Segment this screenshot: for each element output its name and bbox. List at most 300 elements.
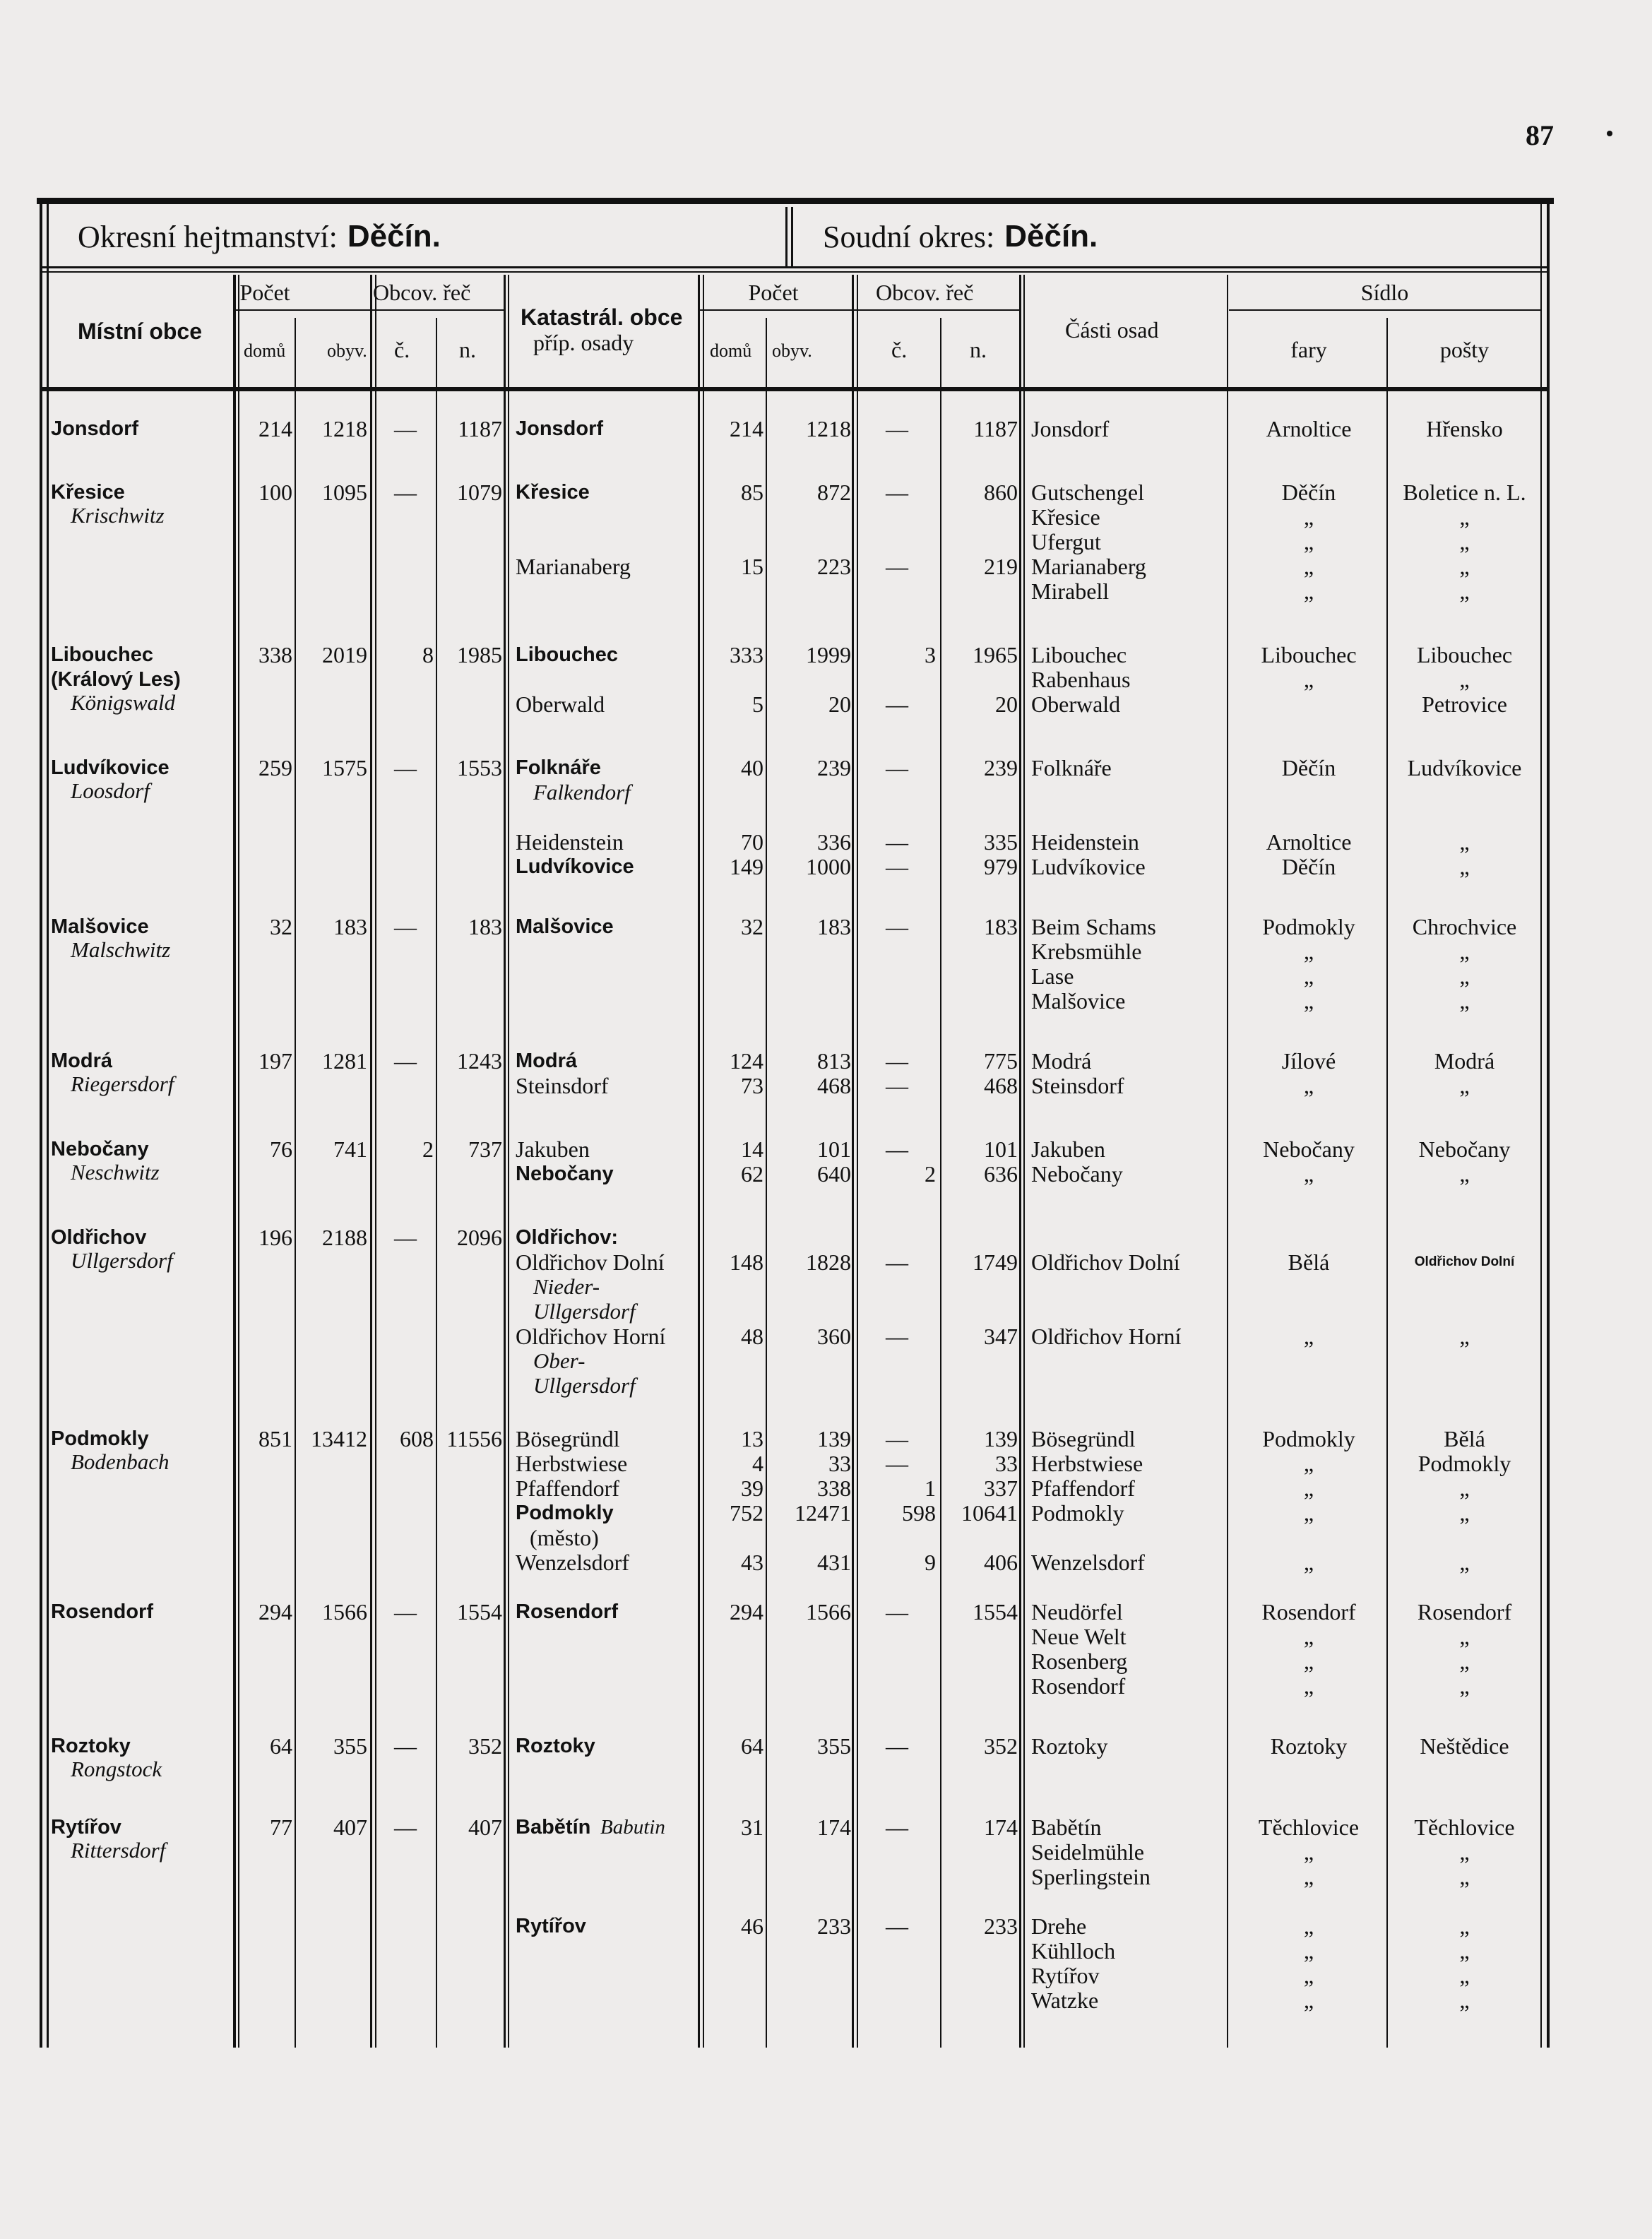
cast-osady: Libouchec [1031, 642, 1127, 667]
cast-osady: Oldřichov Horní [1031, 1324, 1182, 1349]
obec-name: Křesice [51, 481, 125, 504]
cast-osady: Ufergut [1031, 529, 1101, 554]
sidlo-fary: „ [1303, 1963, 1314, 1988]
column-rule [1023, 275, 1025, 2048]
obec-domu: 294 [259, 1599, 292, 1625]
obec-c: — [394, 1225, 417, 1250]
obec-name: Malšovice [51, 915, 149, 938]
district-label: Okresní hejtmanství: [78, 219, 338, 254]
sidlo-posty: „ [1459, 578, 1470, 604]
column-rule [1019, 275, 1021, 2048]
sidlo-fary: „ [1303, 1839, 1314, 1865]
katastral-d: 4 [752, 1451, 763, 1476]
column-rule [1227, 275, 1228, 2048]
col-obcov-a: Obcov. řeč [373, 280, 471, 305]
sidlo-posty: Ludvíkovice [1407, 755, 1522, 780]
cast-osady: Beim Schams [1031, 914, 1156, 939]
sidlo-fary: „ [1303, 1864, 1314, 1889]
sidlo-fary: „ [1303, 554, 1314, 579]
cast-osady: Folknáře [1031, 755, 1112, 780]
katastral-o: 174 [817, 1815, 851, 1840]
katastral-n: 183 [984, 914, 1018, 939]
sidlo-posty: „ [1459, 1938, 1470, 1964]
obec-n: 1243 [457, 1048, 502, 1074]
header-bottom-rule-b [42, 271, 1547, 273]
katastral-o: 33 [828, 1451, 851, 1476]
katastral-name: Jonsdorf [516, 417, 604, 440]
katastral-n: 10641 [961, 1500, 1018, 1526]
katastral-n: 33 [995, 1451, 1018, 1476]
col-fary: fary [1290, 337, 1327, 362]
katastral-name: Roztoky [516, 1735, 595, 1757]
district-value: Děčín. [347, 219, 441, 254]
column-header-bottom-rule [42, 387, 1547, 391]
frame-right-outer [1547, 204, 1550, 2048]
obec-obyv: 13412 [311, 1426, 367, 1451]
sidlo-fary: „ [1303, 1938, 1314, 1964]
frame-right-inner [1540, 204, 1542, 2048]
katastral-c: — [886, 554, 908, 579]
katastral-name: Ludvíkovice [516, 855, 634, 878]
sidlo-posty: „ [1459, 854, 1470, 879]
sidlo-posty: Rosendorf [1417, 1599, 1512, 1625]
katastral-c: 9 [925, 1550, 936, 1575]
sidlo-posty: „ [1459, 829, 1470, 855]
cast-osady: Malšovice [1031, 988, 1126, 1014]
sidlo-fary: „ [1303, 1500, 1314, 1526]
subheader-rule-mid [699, 309, 1021, 311]
katastral-c: 3 [925, 642, 936, 667]
cast-osady: Mirabell [1031, 578, 1110, 604]
sidlo-posty: Boletice n. L. [1403, 480, 1526, 505]
court-label: Soudní okres: [823, 219, 995, 254]
cast-osady: Gutschengel [1031, 480, 1144, 505]
obec-n: 407 [468, 1815, 502, 1840]
sidlo-posty: Bělá [1444, 1426, 1485, 1451]
obec-c: — [394, 1733, 417, 1759]
sidlo-fary: Bělá [1288, 1249, 1330, 1275]
katastral-german-name: Babutin [600, 1816, 665, 1839]
katastral-c: — [886, 416, 908, 441]
katastral-o: 872 [817, 480, 851, 505]
obec-obyv: 1218 [322, 416, 367, 441]
sidlo-posty: „ [1459, 1913, 1470, 1939]
katastral-o: 640 [817, 1161, 851, 1187]
sidlo-posty: Oldřichov Dolní [1414, 1254, 1515, 1269]
sidlo-posty: Podmokly [1418, 1451, 1511, 1476]
katastral-o: 1999 [806, 642, 851, 667]
katastral-d: 752 [730, 1500, 763, 1526]
col-mistni-obce: Místní obce [78, 319, 203, 344]
obec-german-name: Riegersdorf [71, 1071, 174, 1096]
katastral-c: — [886, 829, 908, 855]
obec-obyv: 741 [333, 1136, 367, 1162]
katastral-o: 101 [817, 1136, 851, 1162]
sidlo-fary: Děčín [1281, 854, 1336, 879]
obec-obyv: 1095 [322, 480, 367, 505]
sidlo-fary: Libouchec [1261, 642, 1357, 667]
katastral-c: — [886, 1136, 908, 1162]
katastral-c: 1 [925, 1475, 936, 1501]
katastral-o: 468 [817, 1073, 851, 1098]
sidlo-posty: „ [1459, 1324, 1470, 1349]
sidlo-posty: „ [1459, 504, 1470, 530]
cast-osady: Drehe [1031, 1913, 1087, 1939]
obec-obyv: 183 [333, 914, 367, 939]
column-rule [766, 318, 767, 2048]
sidlo-fary: Roztoky [1270, 1733, 1348, 1759]
katastral-name: (město) [530, 1525, 599, 1550]
sidlo-fary: Jílové [1281, 1048, 1336, 1074]
col-prip-osady: příp. osady [533, 330, 634, 355]
sidlo-fary: Těchlovice [1258, 1815, 1360, 1840]
katastral-name: Pfaffendorf [516, 1475, 619, 1501]
katastral-n: 335 [984, 829, 1018, 855]
obec-domu: 77 [270, 1815, 292, 1840]
column-rule [370, 275, 372, 2048]
frame-left-outer [40, 204, 42, 2048]
katastral-d: 64 [741, 1733, 763, 1759]
katastral-german-name: Ullgersdorf [533, 1299, 636, 1324]
header-divider-a [785, 207, 788, 266]
katastral-n: 347 [984, 1324, 1018, 1349]
cast-osady: Sperlingstein [1031, 1864, 1151, 1889]
cast-osady: Rabenhaus [1031, 667, 1131, 692]
katastral-n: 1554 [973, 1599, 1018, 1625]
katastral-d: 62 [741, 1161, 763, 1187]
katastral-d: 85 [741, 480, 763, 505]
katastral-name: Křesice [516, 481, 590, 504]
katastral-o: 233 [817, 1913, 851, 1939]
cast-osady: Wenzelsdorf [1031, 1550, 1145, 1575]
sidlo-posty: Libouchec [1416, 642, 1513, 667]
katastral-o: 813 [817, 1048, 851, 1074]
sidlo-posty: „ [1459, 1475, 1470, 1501]
obec-name: Jonsdorf [51, 417, 139, 440]
katastral-name: Modrá [516, 1050, 577, 1072]
katastral-d: 70 [741, 829, 763, 855]
obec-c: 2 [422, 1136, 434, 1162]
obec-domu: 197 [259, 1048, 292, 1074]
katastral-c: — [886, 1426, 908, 1451]
sidlo-fary: Podmokly [1262, 1426, 1355, 1451]
katastral-o: 1566 [806, 1599, 851, 1625]
sidlo-posty: „ [1459, 1500, 1470, 1526]
obec-n: 352 [468, 1733, 502, 1759]
sidlo-posty: „ [1459, 1161, 1470, 1187]
katastral-n: 233 [984, 1913, 1018, 1939]
col-obyv-a: obyv. [327, 340, 367, 361]
sidlo-fary: „ [1303, 1475, 1314, 1501]
katastral-c: — [886, 480, 908, 505]
katastral-d: 124 [730, 1048, 763, 1074]
obec-german-name: Loosdorf [71, 778, 150, 803]
sidlo-fary: „ [1303, 1673, 1314, 1699]
sidlo-posty: Chrochvice [1412, 914, 1517, 939]
col-obcov-b: Obcov. řeč [876, 280, 974, 305]
sidlo-fary: „ [1303, 1161, 1314, 1187]
katastral-n: 1187 [973, 416, 1018, 441]
obec-domu: 100 [259, 480, 292, 505]
cast-osady: Watzke [1031, 1988, 1099, 2013]
col-pocet-a: Počet [239, 280, 290, 305]
sidlo-posty: Těchlovice [1414, 1815, 1515, 1840]
header-bottom-rule-a [42, 266, 1547, 268]
obec-german-name: Königswald [71, 690, 176, 715]
cast-osady: Kühlloch [1031, 1938, 1116, 1964]
sidlo-fary: „ [1303, 1073, 1314, 1098]
sidlo-posty: „ [1459, 1624, 1470, 1649]
katastral-n: 775 [984, 1048, 1018, 1074]
sidlo-posty: „ [1459, 1073, 1470, 1098]
katastral-o: 1000 [806, 854, 851, 879]
obec-obyv: 2019 [322, 642, 367, 667]
sidlo-posty: Petrovice [1422, 691, 1507, 717]
cast-osady: Steinsdorf [1031, 1073, 1124, 1098]
col-sidlo: Sídlo [1360, 280, 1409, 305]
col-pocet-b: Počet [748, 280, 799, 305]
katastral-d: 5 [752, 691, 763, 717]
obec-german-name: Neschwitz [71, 1160, 160, 1184]
katastral-name: Steinsdorf [516, 1073, 609, 1098]
court-value: Děčín. [1004, 219, 1098, 254]
katastral-o: 431 [817, 1550, 851, 1575]
sidlo-posty: „ [1459, 988, 1470, 1014]
katastral-n: 101 [984, 1136, 1018, 1162]
obec-n: 1187 [458, 416, 502, 441]
col-n-b: n. [970, 337, 987, 362]
katastral-n: 1965 [973, 642, 1018, 667]
katastral-c: — [886, 1073, 908, 1098]
sidlo-posty: „ [1459, 1649, 1470, 1674]
katastral-o: 1828 [806, 1249, 851, 1275]
katastral-o: 338 [817, 1475, 851, 1501]
katastral-name: Rosendorf [516, 1600, 618, 1623]
col-obyv-b: obyv. [772, 340, 812, 361]
katastral-name: Oldřichov: [516, 1226, 619, 1249]
sidlo-fary: „ [1303, 1649, 1314, 1674]
cast-osady: Podmokly [1031, 1500, 1124, 1526]
katastral-name: Oldřichov Horní [516, 1324, 666, 1349]
obec-name: Nebočany [51, 1138, 149, 1160]
katastral-d: 13 [741, 1426, 763, 1451]
col-c-b: č. [891, 337, 908, 362]
column-rule [238, 275, 239, 2048]
sidlo-posty: „ [1459, 529, 1470, 554]
katastral-c: — [886, 854, 908, 879]
cast-osady: Neue Welt [1031, 1624, 1127, 1649]
district-header [78, 208, 441, 265]
cast-osady: Jonsdorf [1031, 416, 1110, 441]
katastral-d: 46 [741, 1913, 763, 1939]
obec-n: 737 [468, 1136, 502, 1162]
katastral-german-name: Nieder- [533, 1274, 600, 1299]
obec-name: Podmokly [51, 1427, 149, 1450]
obec-name: Rosendorf [51, 1600, 153, 1623]
sidlo-fary: „ [1303, 578, 1314, 604]
court-header [823, 208, 1098, 265]
obec-n: 1554 [457, 1599, 502, 1625]
column-rule [508, 275, 509, 2048]
katastral-c: — [886, 1733, 908, 1759]
sidlo-posty: „ [1459, 1839, 1470, 1865]
obec-obyv: 355 [333, 1733, 367, 1759]
obec-c: 608 [400, 1426, 434, 1451]
katastral-d: 333 [730, 642, 763, 667]
obec-domu: 64 [270, 1733, 292, 1759]
cast-osady: Babětín [1031, 1815, 1102, 1840]
obec-name: Rytířov [51, 1816, 121, 1839]
frame-left-inner [47, 204, 49, 2048]
cast-osady: Rosenberg [1031, 1649, 1128, 1674]
sidlo-posty: „ [1459, 1963, 1470, 1988]
obec-domu: 214 [259, 416, 292, 441]
katastral-c: — [886, 1048, 908, 1074]
sidlo-fary: „ [1303, 1988, 1314, 2013]
katastral-n: 636 [984, 1161, 1018, 1187]
obec-domu: 338 [259, 642, 292, 667]
katastral-c: — [886, 914, 908, 939]
obec-german-name: Rongstock [71, 1757, 162, 1781]
obec-obyv: 407 [333, 1815, 367, 1840]
sidlo-posty: „ [1459, 963, 1470, 989]
column-rule [436, 318, 437, 2048]
katastral-name: Nebočany [516, 1163, 614, 1185]
katastral-c: — [886, 1249, 908, 1275]
sidlo-fary: Děčín [1281, 755, 1336, 780]
katastral-n: 337 [984, 1475, 1018, 1501]
cast-osady: Heidenstein [1031, 829, 1139, 855]
cast-osady: Krebsmühle [1031, 939, 1142, 964]
katastral-o: 139 [817, 1426, 851, 1451]
obec-domu: 32 [270, 914, 292, 939]
katastral-n: 20 [995, 691, 1018, 717]
obec-obyv: 2188 [322, 1225, 367, 1250]
katastral-o: 355 [817, 1733, 851, 1759]
cast-osady: Modrá [1031, 1048, 1092, 1074]
katastral-name: Wenzelsdorf [516, 1550, 629, 1575]
sidlo-posty: „ [1459, 1673, 1470, 1699]
katastral-d: 214 [730, 416, 763, 441]
katastral-c: — [886, 1815, 908, 1840]
obec-german-name: Ullgersdorf [71, 1248, 173, 1273]
sidlo-posty: „ [1459, 939, 1470, 964]
sidlo-posty: „ [1459, 554, 1470, 579]
obec-german-name: Krischwitz [71, 503, 165, 528]
katastral-name: Herbstwiese [516, 1451, 628, 1476]
obec-n: 183 [468, 914, 502, 939]
katastral-n: 139 [984, 1426, 1018, 1451]
obec-domu: 851 [259, 1426, 292, 1451]
katastral-name: Oldřichov Dolní [516, 1249, 665, 1275]
obec-n: 2096 [457, 1225, 502, 1250]
obec-n: 1985 [457, 642, 502, 667]
sidlo-fary: „ [1303, 1324, 1314, 1349]
katastral-d: 149 [730, 854, 763, 879]
column-rule [504, 275, 506, 2048]
katastral-d: 48 [741, 1324, 763, 1349]
cast-osady: Marianaberg [1031, 554, 1146, 579]
page-number: 87 [1526, 119, 1554, 151]
obec-c: — [394, 755, 417, 780]
obec-name: (Králový Les) [51, 668, 181, 691]
obec-c: — [394, 1599, 417, 1625]
column-rule [698, 275, 700, 2048]
column-rule [295, 318, 296, 2048]
katastral-n: 239 [984, 755, 1018, 780]
cast-osady: Herbstwiese [1031, 1451, 1143, 1476]
obec-c: — [394, 480, 417, 505]
sidlo-fary: „ [1303, 1451, 1314, 1476]
katastral-c: — [886, 1913, 908, 1939]
katastral-c: 598 [902, 1500, 936, 1526]
obec-obyv: 1575 [322, 755, 367, 780]
katastral-o: 20 [828, 691, 851, 717]
column-rule [703, 275, 704, 2048]
obec-c: — [394, 416, 417, 441]
col-katastral: Katastrál. obce [521, 304, 683, 330]
obec-name: Ludvíkovice [51, 756, 170, 779]
cast-osady: Rosendorf [1031, 1673, 1126, 1699]
katastral-d: 31 [741, 1815, 763, 1840]
obec-n: 1079 [457, 480, 502, 505]
sidlo-fary: Nebočany [1263, 1136, 1355, 1162]
sidlo-fary: „ [1303, 1624, 1314, 1649]
cast-osady: Nebočany [1031, 1161, 1123, 1187]
obec-obyv: 1566 [322, 1599, 367, 1625]
katastral-name: Bösegründl [516, 1426, 620, 1451]
header-divider-b [791, 207, 793, 266]
subheader-rule-left [235, 309, 506, 311]
obec-german-name: Bodenbach [71, 1449, 170, 1474]
obec-c: — [394, 914, 417, 939]
col-domu-b: domů [710, 340, 752, 361]
katastral-name: Oberwald [516, 691, 605, 717]
katastral-d: 14 [741, 1136, 763, 1162]
column-rule [375, 275, 376, 2048]
katastral-d: 148 [730, 1249, 763, 1275]
col-casti-osad: Části osad [1065, 317, 1159, 343]
katastral-c: — [886, 1451, 908, 1476]
cast-osady: Rytířov [1031, 1963, 1100, 1988]
katastral-o: 12471 [795, 1500, 851, 1526]
cast-osady: Bösegründl [1031, 1426, 1136, 1451]
katastral-german-name: Ober- [533, 1348, 586, 1373]
sidlo-fary: „ [1303, 963, 1314, 989]
sidlo-posty: „ [1459, 1988, 1470, 2013]
obec-c: — [394, 1815, 417, 1840]
obec-name: Libouchec [51, 643, 154, 666]
cast-osady: Oldřichov Dolní [1031, 1249, 1180, 1275]
katastral-n: 174 [984, 1815, 1018, 1840]
katastral-c: — [886, 1324, 908, 1349]
column-rule [857, 275, 858, 2048]
obec-obyv: 1281 [322, 1048, 367, 1074]
cast-osady: Neudörfel [1031, 1599, 1123, 1625]
sidlo-fary: Děčín [1281, 480, 1336, 505]
katastral-d: 15 [741, 554, 763, 579]
cast-osady: Ludvíkovice [1031, 854, 1146, 879]
obec-c: 8 [422, 642, 434, 667]
sidlo-posty: „ [1459, 1550, 1470, 1575]
cast-osady: Křesice [1031, 504, 1100, 530]
column-rule [852, 275, 854, 2048]
sidlo-posty: Neštědice [1420, 1733, 1509, 1759]
sidlo-posty: „ [1459, 667, 1470, 692]
margin-mark [1607, 131, 1612, 136]
katastral-o: 360 [817, 1324, 851, 1349]
obec-name: Oldřichov [51, 1226, 147, 1249]
